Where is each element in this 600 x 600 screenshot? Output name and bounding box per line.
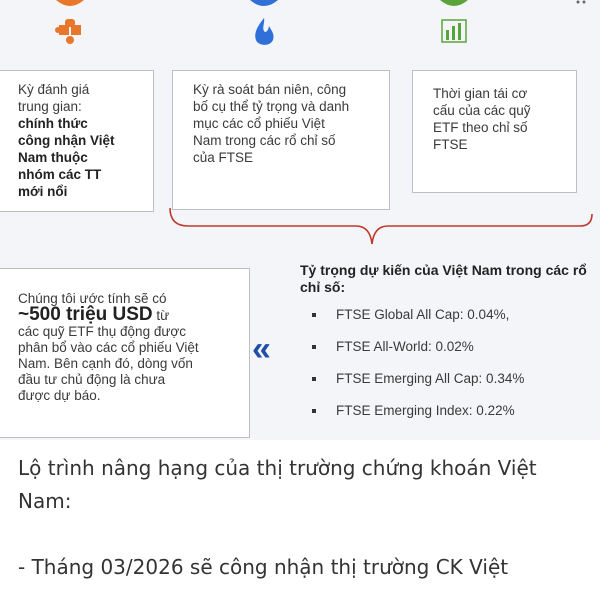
weights-title: Tỷ trọng dự kiến của Việt Nam trong các rổ chỉ số: [300,262,587,295]
estimate-line: đầu tư chủ động là chưa [18,372,166,387]
weights-list [300,306,600,434]
card-bold-line: mới nổi [18,184,68,199]
puzzle-icon [50,0,90,52]
index-weights [300,262,600,434]
card-line: ETF theo chỉ số [433,120,528,135]
card-line: cấu của các quỹ [433,103,531,118]
card-line: của FTSE [193,150,254,165]
estimate-line: Chúng tôi ước tính sẽ có [18,291,167,306]
card-bold-line: chính thức [18,116,88,131]
post-caption [18,452,588,584]
card-semiannual-review [172,70,390,210]
estimate-line: phân bổ vào các cổ phiếu Việt [18,340,199,355]
card-line: Kỳ rà soát bán niên, công [193,82,347,97]
caption-line: Nam: [18,489,72,513]
estimate-line: các quỹ ETF thụ động được [18,324,186,339]
brace-connector [160,200,600,250]
estimate-line: được dự báo. [18,388,101,403]
card-interim-review [0,70,154,212]
card-line: bố cụ thể tỷ trọng và danh [193,99,350,114]
card-line: Nam trong các rổ chỉ số [193,133,336,148]
estimate-box [0,268,250,438]
card-line: trung gian: [18,99,82,114]
card-line: Thời gian tái cơ [433,86,528,101]
list-item: FTSE All-World: 0.02% [310,338,600,370]
caption-line: Lộ trình nâng hạng của thị trường chứng khoán Việt [18,456,537,480]
card-line: mục các cổ phiếu Việt [193,116,325,131]
estimate-amount: ~500 triệu USD [18,304,153,325]
list-item: FTSE Emerging Index: 0.22% [310,402,600,434]
list-item: FTSE Emerging All Cap: 0.34% [310,370,600,402]
card-bold-line: nhóm các TT [18,167,102,182]
estimate-amount-suffix: từ [156,308,170,323]
caption-line: - Tháng 03/2026 sẽ công nhận thị trường CK Việt [18,555,509,579]
list-item: FTSE Global All Cap: 0.04%, [310,306,600,338]
bar-chart-icon [436,0,472,52]
card-etf-restructure [412,70,577,193]
card-bold-line: Nam thuộc [18,150,88,165]
corner-glyph [572,0,592,10]
card-line: Kỳ đánh giá [18,82,90,97]
double-chevron-left-icon: « [252,330,265,368]
card-bold-line: công nhận Việt [18,133,115,148]
card-line: FTSE [433,137,468,152]
flame-icon [246,0,282,52]
estimate-line: Nam. Bên cạnh đó, dòng vốn [18,356,193,371]
